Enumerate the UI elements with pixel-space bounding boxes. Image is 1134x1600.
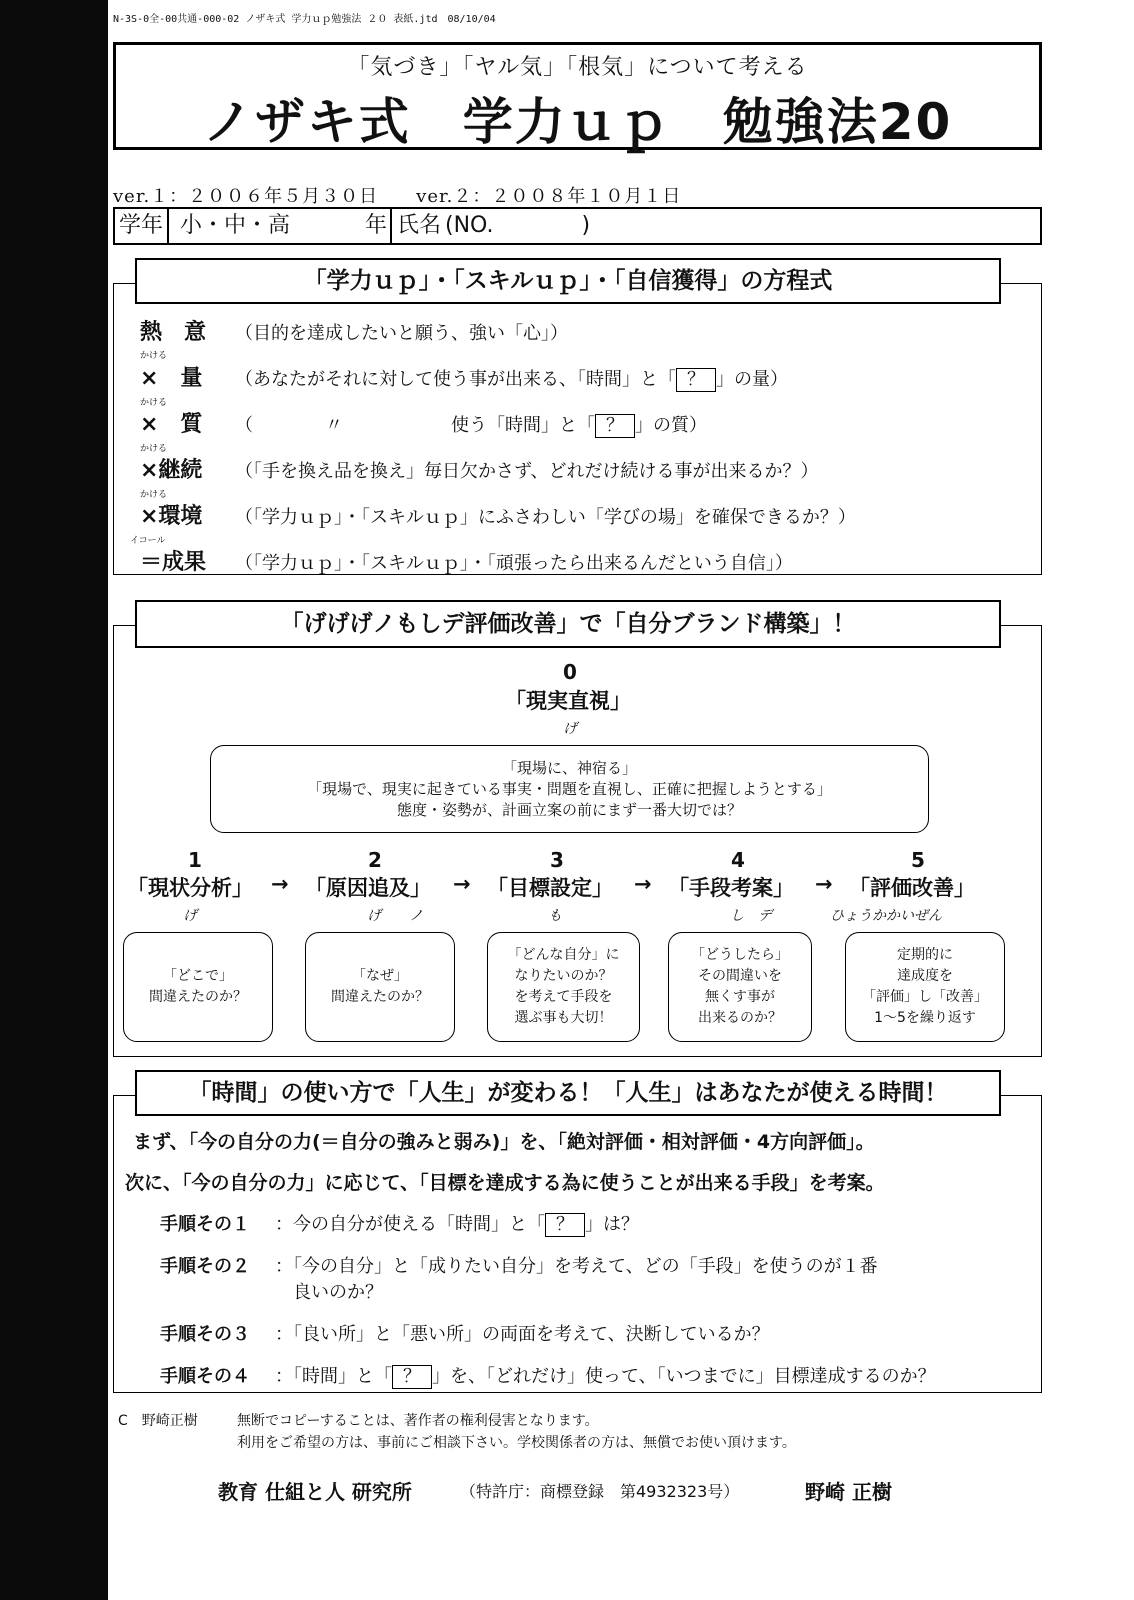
procedure-2: 手順その２ ：「今の自分」と「成りたい自分」を考えて、どの「手段」を使うのが１番 良いのか？ [160, 1256, 878, 1303]
equation-row-environment: ×環境 （「学力ｕｐ」・「スキルｕｐ」にふさわしい「学びの場」を確保できるか？） [140, 504, 856, 529]
step2-box: 「なぜ」 間違えたのか？ [305, 932, 455, 1042]
arrow-1: → [271, 872, 289, 896]
notice-2: 利用をご希望の方は、事前にご相談下さい。学校関係者の方は、無償でお使い頂けます。 [237, 1435, 796, 1451]
author-name: 野崎 正樹 [805, 1480, 892, 1504]
number-field[interactable]: (NO. ) [445, 213, 591, 238]
arrow-2: → [453, 872, 471, 896]
procedure-3: 手順その３ ：「良い所」と「悪い所」の両面を考えて、決断しているか？ [160, 1324, 770, 1345]
arrow-3: → [634, 872, 652, 896]
version-line: ver.１：２００６年５月３０日 ver.２：２００８年１０月１日 [113, 186, 682, 207]
step4-box: 「どうしたら」 その間違いを 無くす事が 出来るのか？ [668, 932, 812, 1042]
equation-row-quantity: × 量 （あなたがそれに対して使う事が出来る、「時間」と「 ？ 」の量） [140, 366, 788, 391]
genba-quote-box: 「現場に、神宿る」 「現場で、現実に起きている事実・問題を直視し、正確に把握しようとする」 態度・姿勢が、計画立案の前にまず一番大切では？ [210, 745, 929, 833]
equation-row-passion: 熱 意 （目的を達成したいと願う、強い「心」） [140, 320, 568, 345]
arrow-4: → [815, 872, 833, 896]
equation-title: 「学力ｕｐ」・「スキルｕｐ」・「自信獲得」の方程式 [135, 258, 1001, 304]
step4-label: 「手段考案」 [668, 876, 794, 900]
step5-label: 「評価改善」 [849, 876, 975, 900]
step0-label: 「現実直視」 [505, 689, 631, 713]
page-title: ノザキ式 学力ｕｐ 勉強法20 [202, 93, 953, 151]
step2-label: 「原因追及」 [305, 876, 431, 900]
step3-ruby: も [548, 908, 562, 924]
procedure-4: 手順その４ ：「時間」と「 ？ 」を、「どれだけ」使って、「いつまでに」目標達成するのか？ [160, 1366, 936, 1387]
step2-number: 2 [368, 848, 382, 872]
subtitle: 「気づき」「ヤル気」「根気」について考える [347, 55, 808, 80]
time-line-2: 次に、「今の自分の力」に応じて、「目標を達成する為に使うことが出来る手段」を考案。 [125, 1172, 885, 1194]
notice-1: 無断でコピーすることは、著作者の権利侵害となります。 [237, 1413, 599, 1429]
step1-label: 「現状分析」 [127, 876, 253, 900]
step5-ruby: ひょうかかいぜん [830, 908, 942, 924]
file-header: N-3S-0全-00共通-000-02 ノザキ式 学力ｕｐ勉強法 ２０ 表紙.jtd 08/10/04 [113, 14, 496, 25]
time-title: 「時間」の使い方で「人生」が変わる！「人生」はあなたが使える時間！ [135, 1070, 1001, 1116]
step4-number: 4 [731, 848, 745, 872]
step3-label: 「目標設定」 [487, 876, 613, 900]
step3-number: 3 [550, 848, 564, 872]
grade-value[interactable]: 小・中・高 [180, 213, 291, 238]
step1-number: 1 [188, 848, 202, 872]
step0-number: 0 [563, 660, 577, 684]
equation-row-result: ＝成果 （「学力ｕｐ」・「スキルｕｐ」・「頑張ったら出来るんだという自信」） [140, 550, 793, 575]
org-name: 教育 仕組と人 研究所 [218, 1480, 412, 1504]
step1-ruby: げ [183, 908, 197, 924]
procedure-1: 手順その１ ：今の自分が使える「時間」と「 ？ 」は？ [160, 1214, 639, 1235]
brand-title: 「げげげノもしデ評価改善」で「自分ブランド構築」！ [135, 600, 1001, 648]
trademark: （特許庁：商標登録 第4932323号） [460, 1482, 740, 1501]
step0-ruby: げ [563, 721, 577, 737]
step3-box: 「どんな自分」に なりたいのか？ を考えて手段を 選ぶ事も大切！ [487, 932, 640, 1042]
equation-row-continuity: ×継続 （「手を換え品を換え」毎日欠かさず、どれだけ続ける事が出来るか？） [140, 458, 819, 483]
copyright: C 野崎正樹 [118, 1413, 198, 1429]
name-label: 氏名 [397, 213, 442, 238]
step5-number: 5 [911, 848, 925, 872]
scan-margin [0, 0, 108, 1600]
name-row [113, 207, 1042, 245]
step2-ruby: げ ノ [367, 908, 423, 924]
year-label: 年 [365, 213, 388, 238]
step4-ruby: し デ [730, 908, 772, 924]
step5-box: 定期的に 達成度を 「評価」し「改善」 1～5を繰り返す [845, 932, 1005, 1042]
time-line-1: まず、「今の自分の力(＝自分の強みと弱み)」を、「絶対評価・相対評価・4方向評価」。 [133, 1131, 875, 1153]
grade-label: 学年 [119, 213, 164, 238]
equation-row-quality: × 質 （ 〃 使う「時間」と「 ？ 」の質） [140, 412, 707, 437]
step1-box: 「どこで」 間違えたのか？ [123, 932, 273, 1042]
